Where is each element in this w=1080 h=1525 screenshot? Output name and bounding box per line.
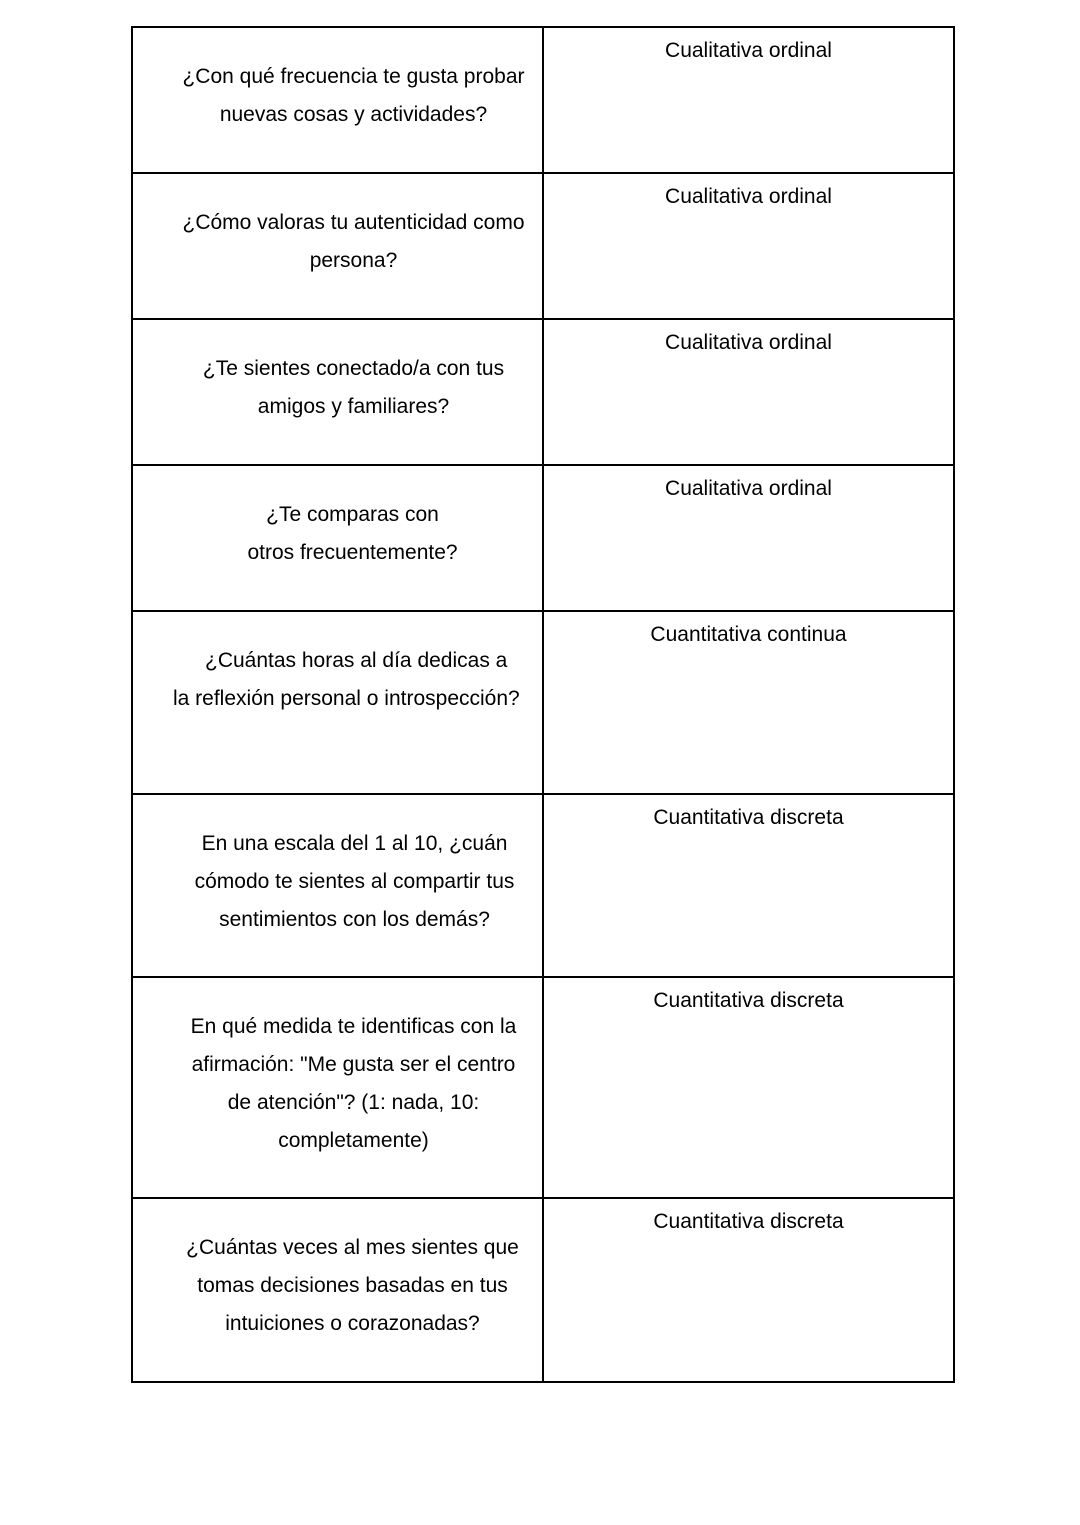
table-row xyxy=(132,27,954,173)
variable-type-cell xyxy=(543,1198,954,1382)
variable-type-text: Cuantitativa discreta xyxy=(653,989,844,1012)
question-text: ¿Cómo valoras tu autenticidad como persona? xyxy=(182,211,525,272)
question-text: En qué medida te identificas con la afirmación: "Me gusta ser el centro de atención"? (1: nada, 10: completamente) xyxy=(190,1015,517,1152)
question-cell xyxy=(132,173,543,319)
question-text: ¿Te comparas con otros frecuentemente? xyxy=(247,503,458,564)
question-cell xyxy=(132,465,543,611)
question-text: ¿Cuántas veces al mes sientes que tomas decisiones basadas en tus intuiciones o corazonadas? xyxy=(186,1236,519,1335)
question-cell xyxy=(132,794,543,977)
table-row xyxy=(132,794,954,977)
question-text: ¿Con qué frecuencia te gusta probar nuevas cosas y actividades? xyxy=(182,65,525,126)
variable-type-cell xyxy=(543,611,954,794)
variable-type-cell xyxy=(543,977,954,1198)
question-cell xyxy=(132,319,543,465)
question-cell xyxy=(132,1198,543,1382)
variable-type-cell xyxy=(543,319,954,465)
variable-type-text: Cualitativa ordinal xyxy=(665,39,832,62)
question-text: ¿Te sientes conectado/a con tus amigos y familiares? xyxy=(202,357,505,418)
variable-type-cell xyxy=(543,794,954,977)
variable-type-text: Cuantitativa continua xyxy=(650,623,847,646)
table-row xyxy=(132,611,954,794)
question-cell xyxy=(132,611,543,794)
variables-table xyxy=(131,26,955,1383)
table-row xyxy=(132,319,954,465)
question-text-content: ¿Cuántas horas al día dedicas a la reflexión personal o introspección? xyxy=(173,649,520,710)
variable-type-text: Cualitativa ordinal xyxy=(665,185,832,208)
variable-type-text: Cuantitativa discreta xyxy=(653,1210,844,1233)
question-text xyxy=(133,612,542,718)
question-cell xyxy=(132,977,543,1198)
variable-type-cell xyxy=(543,173,954,319)
table-row xyxy=(132,977,954,1198)
variable-type-text: Cualitativa ordinal xyxy=(665,477,832,500)
question-text: En una escala del 1 al 10, ¿cuán cómodo te sientes al compartir tus sentimientos con los demás? xyxy=(194,832,515,931)
variable-type-text: Cualitativa ordinal xyxy=(665,331,832,354)
variable-type-cell xyxy=(543,465,954,611)
variable-type-text: Cuantitativa discreta xyxy=(653,806,844,829)
table-row xyxy=(132,173,954,319)
question-cell xyxy=(132,27,543,173)
table-row xyxy=(132,1198,954,1382)
variable-type-cell xyxy=(543,27,954,173)
table-row xyxy=(132,465,954,611)
